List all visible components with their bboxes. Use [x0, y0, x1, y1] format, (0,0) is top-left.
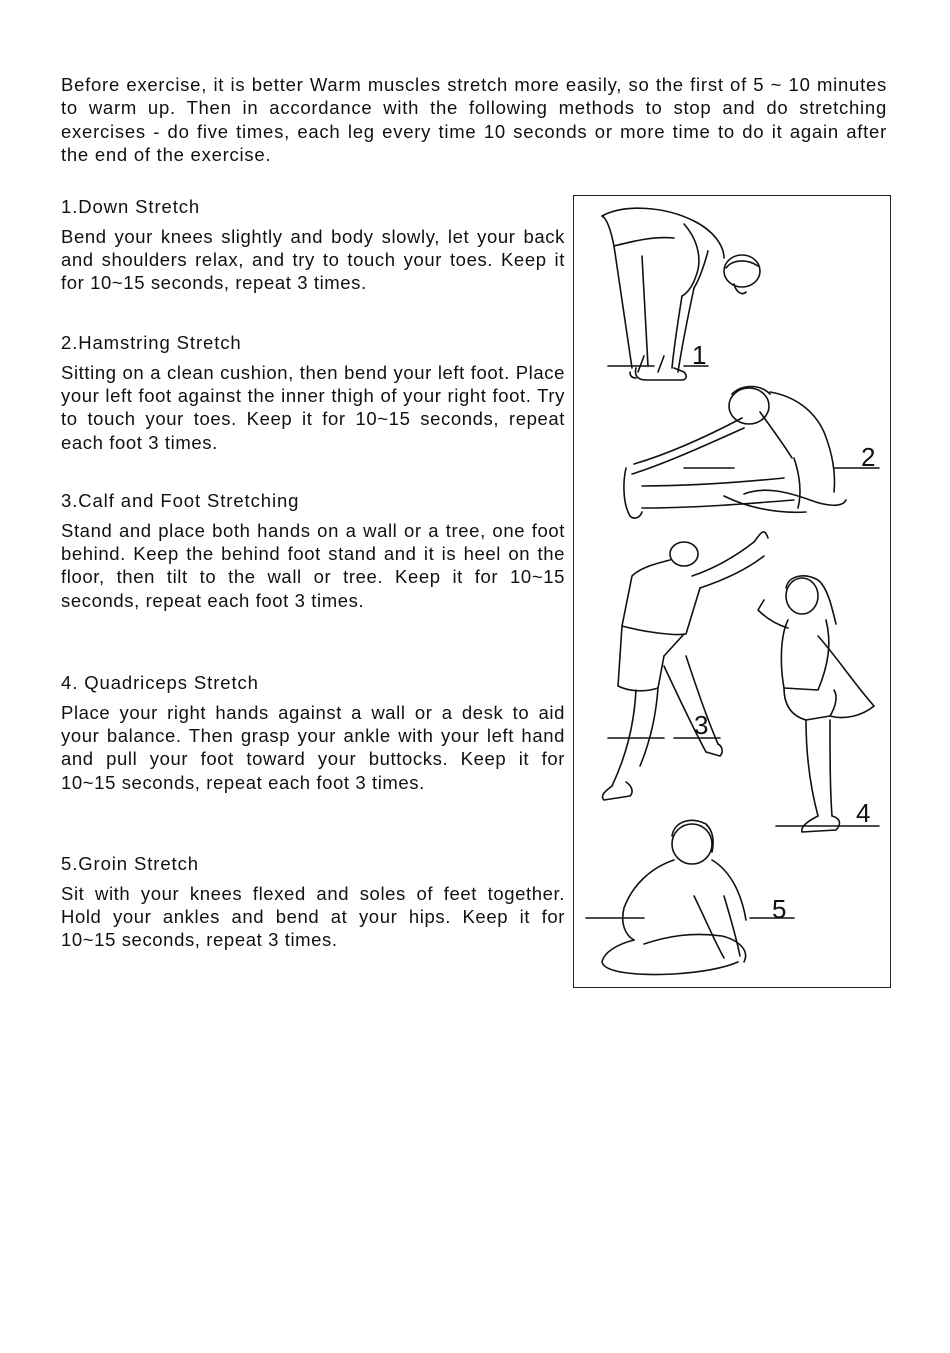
figure-label-4: 4 [856, 798, 871, 828]
figure-label-1: 1 [692, 340, 707, 370]
section-groin-stretch [61, 852, 565, 952]
figure-down-stretch-illustration [602, 208, 760, 380]
section-title: 4. Quadriceps Stretch [61, 672, 259, 693]
figure-calf-stretch-illustration [602, 532, 768, 800]
stretch-illustrations [574, 196, 892, 989]
figure-label-5: 5 [772, 894, 787, 924]
section-quadriceps-stretch [61, 671, 565, 794]
section-title: 1.Down Stretch [61, 196, 201, 217]
section-body: Place your right hands against a wall or a desk to aid your balance. Then grasp your ankle with your left hand and pull your foot toward your buttocks. Keep it for 10~15 seconds, repeat each foot 3 times. [61, 702, 565, 793]
figure-groin-stretch-illustration [602, 820, 746, 974]
section-down-stretch [61, 195, 565, 295]
figure-label-3: 3 [694, 710, 709, 740]
section-hamstring-stretch [61, 331, 565, 454]
figure-hamstring-stretch-illustration [624, 387, 846, 519]
section-title: 5.Groin Stretch [61, 853, 199, 874]
intro-paragraph: Before exercise, it is better Warm muscles stretch more easily, so the first of 5 ~ 10 minutes to warm up. Then in accordance with the following methods to stop and do stretching exercises - do five times, each leg every time 10 seconds or more time to do it again after the end of the exercise. [61, 74, 887, 165]
stretch-illustrations-panel [573, 195, 891, 988]
section-body: Bend your knees slightly and body slowly, let your back and shoulders relax, and try to touch your toes. Keep it for 10~15 seconds, repeat 3 times. [61, 226, 565, 294]
section-body: Sitting on a clean cushion, then bend your left foot. Place your left foot against the inner thigh of your right foot. Try to touch your toes. Keep it for 10~15 seconds, repeat each foot 3 times. [61, 362, 565, 453]
figure-quadriceps-stretch-illustration [758, 576, 874, 832]
figure-label-2: 2 [861, 442, 876, 472]
section-title: 3.Calf and Foot Stretching [61, 490, 300, 511]
section-body: Stand and place both hands on a wall or a tree, one foot behind. Keep the behind foot stand and it is heel on the floor, then tilt to the wall or tree. Keep it for 10~15 seconds, repeat each foot 3 times. [61, 520, 565, 611]
section-body: Sit with your knees flexed and soles of feet together. Hold your ankles and bend at your hips. Keep it for 10~15 seconds, repeat 3 times. [61, 883, 565, 951]
section-title: 2.Hamstring Stretch [61, 332, 242, 353]
section-calf-foot-stretching [61, 489, 565, 612]
